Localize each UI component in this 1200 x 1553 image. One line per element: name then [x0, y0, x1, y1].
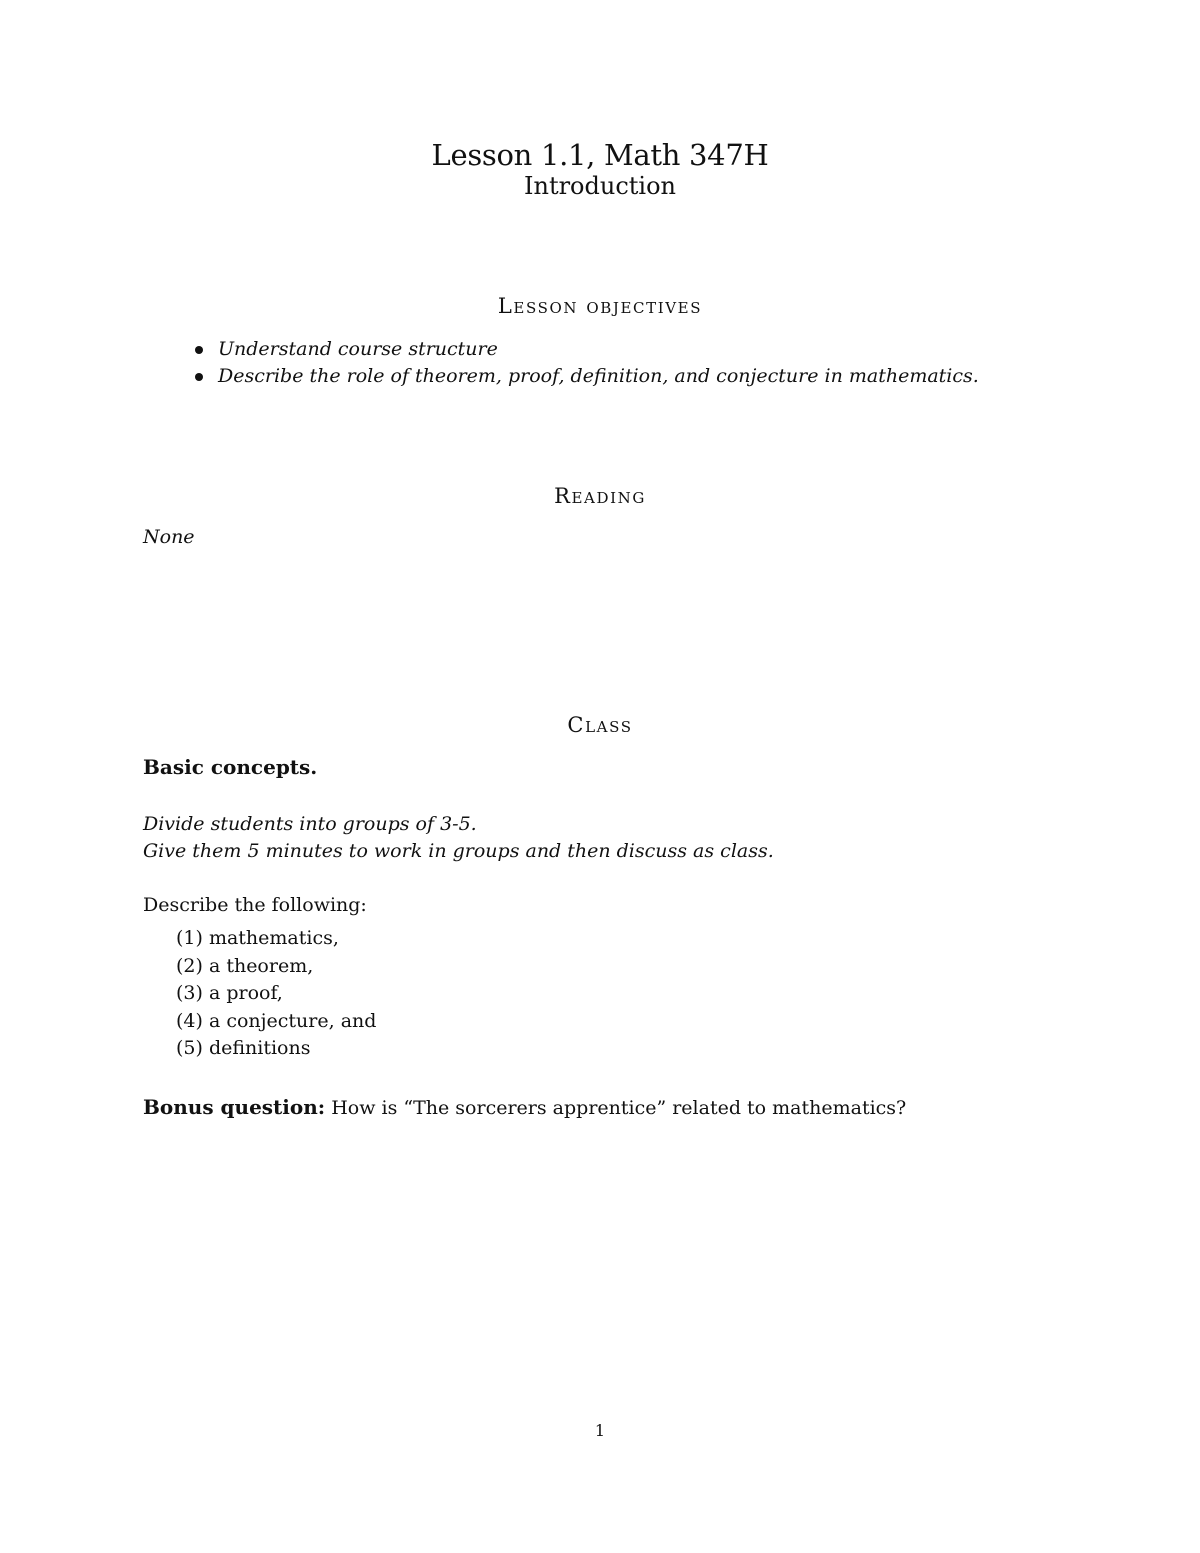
objectives-heading: Lesson objectives — [497, 294, 703, 318]
objectives-list — [192, 336, 979, 390]
document-subtitle: Introduction — [524, 172, 676, 200]
instruction-line: Divide students into groups of 3-5. — [143, 813, 477, 835]
reading-text: None — [143, 526, 195, 548]
bonus-question — [143, 1095, 906, 1119]
list-item: (4) a conjecture, and — [176, 1009, 377, 1032]
list-item: (2) a theorem, — [176, 954, 314, 977]
instruction-line: Give them 5 minutes to work in groups and then discuss as class. — [143, 840, 774, 862]
bonus-label: Bonus question: — [143, 1095, 326, 1119]
list-item — [192, 363, 979, 390]
class-heading: Class — [567, 713, 633, 737]
title-block — [0, 138, 1200, 200]
list-item: (3) a proof, — [176, 982, 283, 1004]
bullet-icon — [195, 346, 203, 354]
instructions — [143, 811, 774, 865]
objective-text: Describe the role of theorem, proof, definition, and conjecture in mathematics. — [218, 365, 979, 387]
reading-heading: Reading — [554, 484, 646, 508]
numbered-list — [176, 925, 376, 1063]
objective-text: Understand course structure — [218, 338, 498, 360]
bullet-icon — [195, 373, 203, 381]
subsection-title: Basic concepts. — [143, 755, 318, 779]
list-item — [192, 336, 979, 363]
page-number: 1 — [594, 1421, 606, 1440]
list-item: (5) definitions — [176, 1037, 311, 1059]
bonus-text: How is “The sorcerers apprentice” related to mathematics? — [331, 1097, 907, 1119]
list-item: (1) mathematics, — [176, 927, 339, 949]
describe-intro: Describe the following: — [143, 894, 367, 916]
document-title: Lesson 1.1, Math 347H — [431, 138, 769, 172]
